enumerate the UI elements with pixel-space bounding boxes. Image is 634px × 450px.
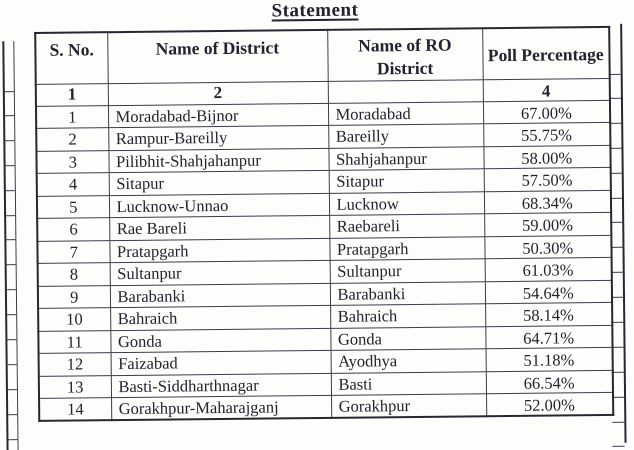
cell-district: Gonda (110, 328, 330, 353)
cell-poll-percentage: 58.00% (483, 145, 610, 169)
cell-sno: 13 (39, 375, 111, 398)
cell-poll-percentage: 68.34% (484, 190, 611, 214)
table-left-edge-sliver (2, 41, 18, 450)
cell-ro-district: Sultanpur (330, 259, 485, 283)
cell-ro-district: Raebareli (329, 214, 484, 238)
cell-district: Pratapgarh (109, 238, 329, 263)
statement-table (34, 26, 614, 422)
cell-poll-percentage: 50.30% (484, 235, 611, 259)
cell-district: Barabanki (110, 283, 330, 308)
cell-sno: 11 (38, 330, 110, 353)
cell-poll-percentage: 66.54% (486, 370, 613, 394)
cell-poll-percentage: 54.64% (485, 280, 612, 304)
cell-ro-district: Bahraich (330, 304, 485, 328)
page-title: Statement (271, 0, 359, 22)
cell-poll-percentage: 64.71% (485, 325, 612, 349)
column-number-3 (328, 79, 483, 103)
cell-district: Pilibhit-Shahjahanpur (108, 148, 328, 173)
cell-sno: 7 (37, 240, 109, 263)
header-district: Name of District (107, 30, 328, 83)
column-number-4: 4 (483, 78, 610, 101)
header-sno: S. No. (35, 32, 108, 84)
cell-district: Rampur-Bareilly (108, 125, 328, 150)
table-row (39, 392, 613, 421)
header-ro-district: Name of RO District (327, 28, 483, 81)
cell-district: Bahraich (110, 305, 330, 330)
cell-ro-district: Ayodhya (331, 349, 486, 373)
cell-sno: 8 (38, 263, 110, 286)
cell-sno: 14 (39, 398, 111, 421)
cell-sno: 5 (37, 195, 109, 218)
cell-poll-percentage: 57.50% (484, 167, 611, 191)
cell-district: Lucknow-Unnao (109, 193, 329, 218)
cell-ro-district: Sitapur (329, 169, 484, 193)
cell-sno: 2 (36, 128, 108, 151)
table-body (36, 100, 613, 421)
column-number-2: 2 (108, 81, 328, 105)
cell-district: Sitapur (109, 170, 329, 195)
header-row (35, 27, 610, 84)
cell-sno: 1 (36, 105, 108, 128)
cell-poll-percentage: 58.14% (485, 302, 612, 326)
cell-poll-percentage: 59.00% (484, 212, 611, 236)
cell-sno: 10 (38, 308, 110, 331)
cell-ro-district: Moradabad (328, 101, 483, 125)
cell-poll-percentage: 67.00% (483, 100, 610, 124)
cell-ro-district: Gonda (330, 326, 485, 350)
cell-poll-percentage: 55.75% (483, 122, 610, 146)
cell-district: Moradabad-Bijnor (108, 103, 328, 128)
cell-ro-district: Basti (331, 371, 486, 395)
cell-sno: 6 (37, 218, 109, 241)
cell-sno: 12 (39, 353, 111, 376)
cell-district: Gorakhpur-Maharajganj (111, 395, 331, 420)
cell-poll-percentage: 61.03% (485, 257, 612, 281)
cell-ro-district: Pratapgarh (329, 236, 484, 260)
cell-district: Sultanpur (110, 260, 330, 285)
cell-sno: 3 (36, 150, 108, 173)
cell-district: Basti-Siddharthnagar (111, 373, 331, 398)
cell-sno: 4 (37, 173, 109, 196)
cell-poll-percentage: 51.18% (486, 347, 613, 371)
cell-ro-district: Bareilly (328, 124, 483, 148)
cell-district: Faizabad (111, 350, 331, 375)
cell-poll-percentage: 52.00% (486, 392, 613, 416)
cell-district: Rae Bareli (109, 215, 329, 240)
header-poll-percentage: Poll Percentage (482, 27, 610, 79)
column-number-1: 1 (36, 83, 108, 106)
cell-sno: 9 (38, 285, 110, 308)
cell-ro-district: Barabanki (330, 281, 485, 305)
cell-ro-district: Shahjahanpur (328, 146, 483, 170)
cell-ro-district: Gorakhpur (331, 394, 486, 418)
cell-ro-district: Lucknow (329, 191, 484, 215)
